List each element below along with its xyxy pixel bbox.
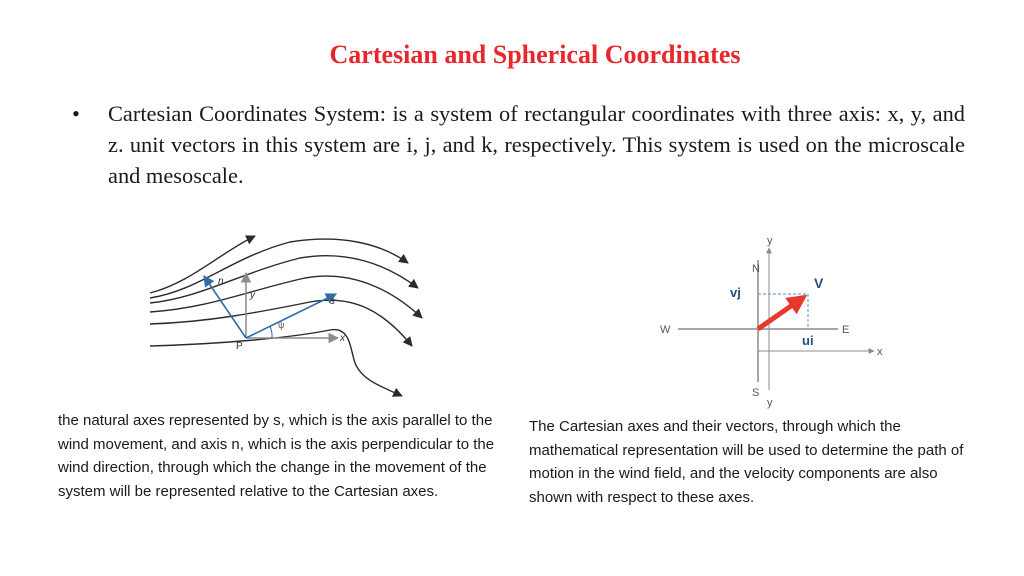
natural-axes-diagram (140, 228, 440, 400)
right-caption: The Cartesian axes and their vectors, through which the mathematical representation will be used to determine the path of motion in the wind field, and the velocity components are also shown with respect to these axes. (529, 418, 964, 506)
west-label: W (660, 324, 671, 336)
east-label: E (842, 324, 850, 336)
left-caption: the natural axes represented by s, which is the axis parallel to the wind movement, and axis n, which is the axis perpendicular to the wind direction, through which the change in the movement of the system will be represented relative to the Cartesian axes. (58, 412, 495, 500)
streamline-4 (150, 276, 422, 318)
streamline-6 (150, 330, 402, 396)
bullet-point (72, 98, 965, 191)
v-label: V (814, 275, 824, 291)
n-label: n (218, 276, 224, 287)
vj-label: vj (730, 285, 741, 300)
y-bottom-label: y (767, 397, 773, 409)
n-axis-vector (204, 276, 246, 338)
y-top-label: y (767, 235, 773, 247)
bullet-text: Cartesian Coordinates System: is a system of rectangular coordinates with three axis: x, y, and z. unit vectors in this system are i, j, and k, respectively. This system is used on the microscale and mesoscale. (108, 101, 965, 188)
south-label: S (752, 387, 760, 399)
x-label-left: x (340, 333, 345, 344)
psi-label: ψ (278, 320, 285, 330)
velocity-vector (758, 297, 804, 329)
p-label: P (236, 341, 243, 352)
page-title: Cartesian and Spherical Coordinates (329, 40, 741, 69)
x-right-label: x (877, 346, 883, 358)
psi-angle-arc (270, 326, 272, 338)
streamline-3 (150, 256, 418, 303)
s-label: s (330, 296, 335, 307)
ui-label: ui (802, 333, 814, 348)
bullet-marker: • (72, 101, 80, 126)
streamline-2 (150, 239, 408, 298)
cartesian-axes-diagram (652, 230, 892, 410)
north-label: N (752, 263, 760, 275)
streamline-1 (150, 236, 255, 293)
y-label-left: y (250, 290, 255, 301)
